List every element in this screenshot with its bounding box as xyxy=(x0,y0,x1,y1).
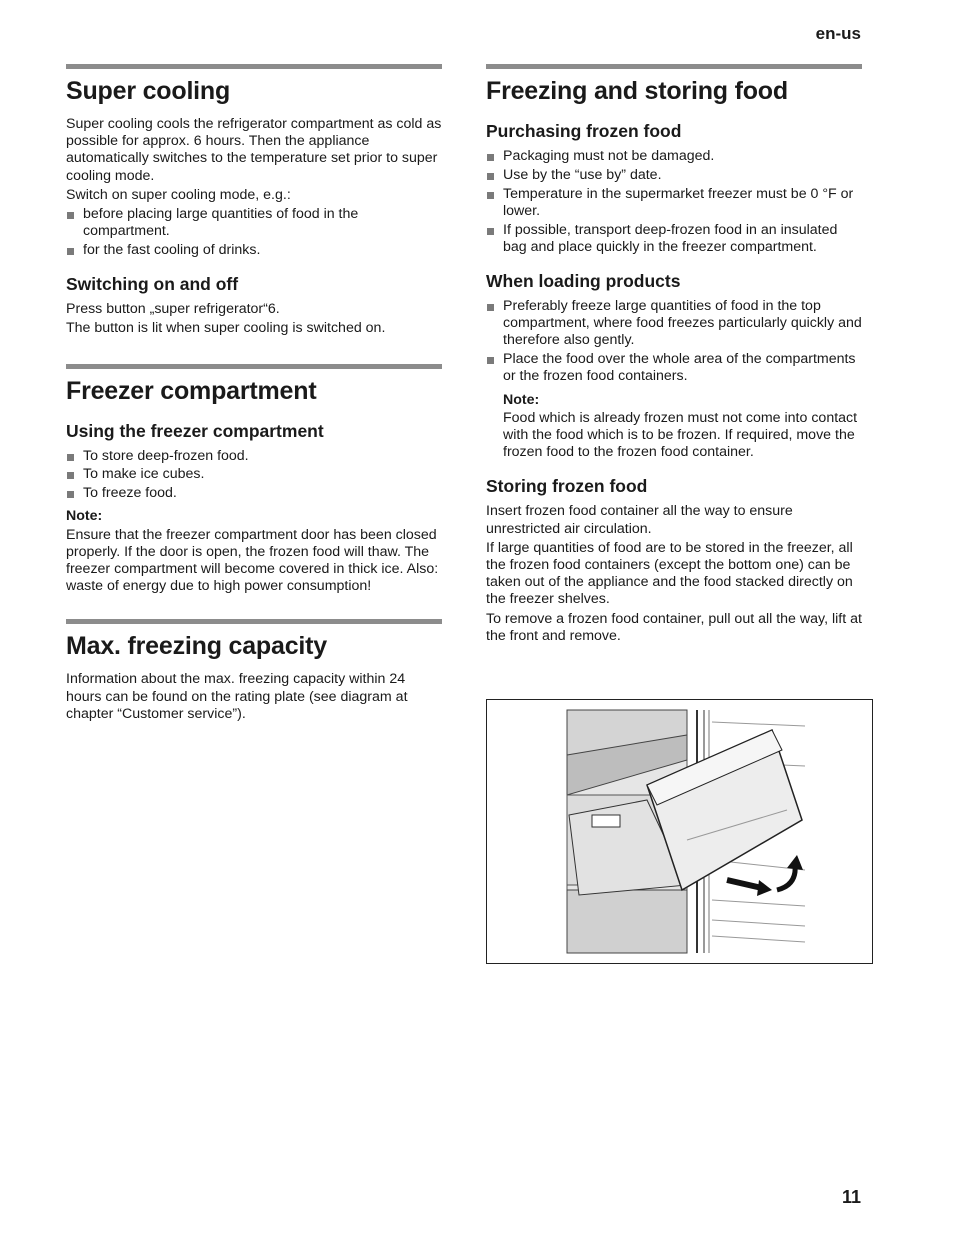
loading-note xyxy=(486,392,862,462)
heading-loading: When loading products xyxy=(486,271,681,291)
heading-freezer-compartment: Freezer compartment xyxy=(66,376,317,405)
note-label: Note: xyxy=(66,508,103,525)
section-freezing-storing xyxy=(486,64,862,645)
storing-text-3: To remove a frozen food container, pull out all the way, lift at the front and remove. xyxy=(486,610,862,644)
heading-purchasing: Purchasing frozen food xyxy=(486,121,682,141)
section-max-freezing-capacity xyxy=(66,619,442,723)
right-column xyxy=(486,64,862,647)
note-label: Note: xyxy=(503,391,540,408)
section-super-cooling xyxy=(66,64,442,338)
switching-text-1: Press button „super refrigerator“6. xyxy=(66,301,280,318)
super-cooling-intro: Super cooling cools the refrigerator compartment as cold as possible for approx. 6 hours. Then the appliance automatically switches to the temperature set prior to super cooling mode. xyxy=(66,116,442,184)
list-item: Packaging must not be damaged. xyxy=(486,148,862,165)
storing-text-2: If large quantities of food are to be stored in the freezer, all the frozen food containers (except the bottom one) can be taken out of the appliance and the food stacked directly on the freezer shelves. xyxy=(486,539,853,608)
heading-super-cooling: Super cooling xyxy=(66,77,231,105)
list-item: Temperature in the supermarket freezer must be 0 °F or lower. xyxy=(486,186,862,220)
heading-max-freezing-capacity: Max. freezing capacity xyxy=(66,632,327,661)
super-cooling-list xyxy=(66,206,442,259)
bullet-icon xyxy=(67,212,74,219)
left-column xyxy=(66,64,442,725)
list-item: To store deep-frozen food. xyxy=(66,448,442,465)
bullet-icon xyxy=(487,154,494,161)
list-item: for the fast cooling of drinks. xyxy=(66,242,442,259)
bullet-icon xyxy=(487,228,494,235)
heading-freezing-storing: Freezing and storing food xyxy=(486,77,788,105)
heading-switching-on-off: Switching on and off xyxy=(66,274,239,295)
list-item: To freeze food. xyxy=(66,485,442,502)
freezer-use-list xyxy=(66,448,442,503)
bullet-icon xyxy=(67,454,74,461)
bullet-icon xyxy=(487,192,494,199)
bullet-icon xyxy=(487,304,494,311)
freezer-drawer-illustration xyxy=(486,699,873,964)
super-cooling-lead: Switch on super cooling mode, e.g.: xyxy=(66,186,291,203)
language-code: en-us xyxy=(815,24,861,43)
loading-note-text: Food which is already frozen must not come into contact with the food which is to be frozen. If required, move the frozen food to the frozen food container. xyxy=(503,409,858,461)
heading-storing: Storing frozen food xyxy=(486,476,648,497)
heading-using-freezer: Using the freezer compartment xyxy=(66,420,324,441)
bullet-icon xyxy=(67,491,74,498)
drawer-removal-drawing xyxy=(487,700,872,963)
bullet-icon xyxy=(487,173,494,180)
list-item: If possible, transport deep-frozen food in an insulated bag and place quickly in the freezer compartment. xyxy=(486,222,862,256)
page-number: 11 xyxy=(841,1187,861,1207)
bullet-icon xyxy=(487,357,494,364)
switching-text-2: The button is lit when super cooling is switched on. xyxy=(66,320,386,337)
storing-text-1: Insert frozen food container all the way to ensure unrestricted air circulation. xyxy=(486,503,793,537)
list-item: Use by the “use by” date. xyxy=(486,167,862,184)
bullet-icon xyxy=(67,248,74,255)
list-item: before placing large quantities of food in the compartment. xyxy=(66,206,442,240)
section-freezer-compartment xyxy=(66,364,442,596)
list-item: Place the food over the whole area of the compartments or the frozen food containers. xyxy=(486,351,862,385)
list-item: Preferably freeze large quantities of food in the top compartment, where food freezes particularly quickly and therefore also gently. xyxy=(486,298,862,350)
purchasing-list xyxy=(486,148,862,256)
freezer-note-text: Ensure that the freezer compartment door has been closed properly. If the door is open, the frozen food will thaw. The freezer compartment will become covered in thick ice. Also: waste of energy due to high power consumption! xyxy=(66,526,439,595)
loading-list xyxy=(486,298,862,386)
bullet-icon xyxy=(67,472,74,479)
capacity-text: Information about the max. freezing capacity within 24 hours can be found on the rating plate (see diagram at chapter “Customer service”). xyxy=(66,671,408,722)
list-item: To make ice cubes. xyxy=(66,466,442,483)
